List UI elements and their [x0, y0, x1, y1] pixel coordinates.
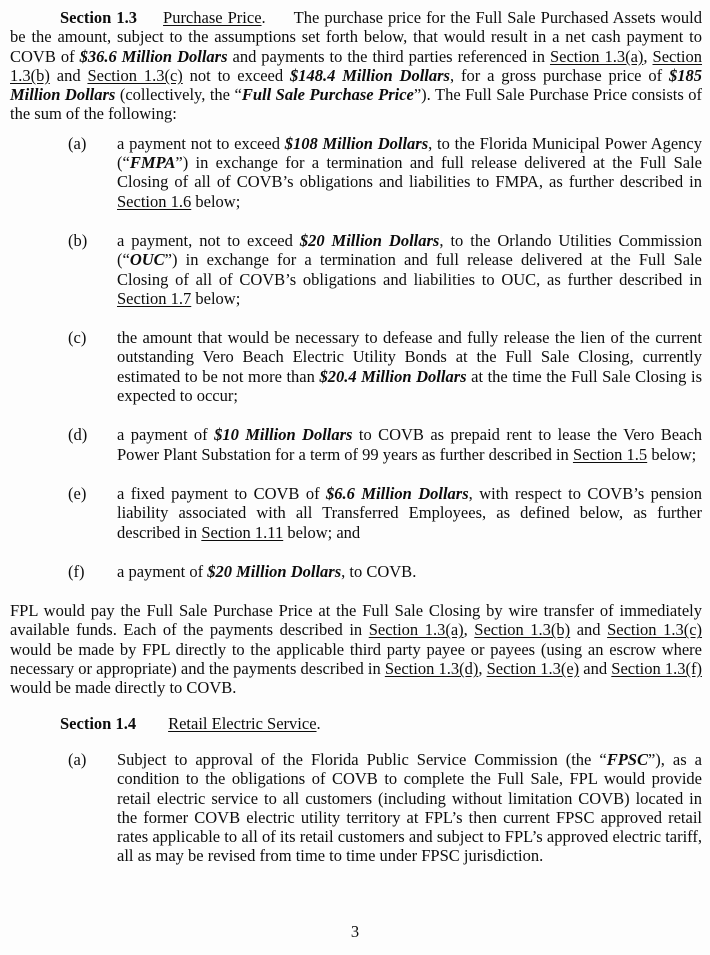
list-item-label: (f): [68, 561, 85, 581]
text-run: ”) in exchange for a termination and full release delivered at the Full Sale Closing of all of COVB’s obligations and liabilities to OUC, as further described in: [117, 250, 702, 289]
text-run: and: [49, 65, 88, 85]
text-run: FPL would pay the Full Sale Purchase Price at the Full Sale Closing by wire transfer of immediately available funds. Each of the payments described in: [10, 601, 702, 640]
text-run: Subject to approval of the Florida Public Service Commission (the “: [117, 749, 607, 769]
list-item-text: [117, 231, 702, 308]
section-1-4-heading: [10, 714, 702, 733]
dollar-amount: $36.6 Million Dollars: [79, 46, 228, 66]
text-run: would be made by FPL directly to the applicable third party payee or payees (using an escrow where necessary or appropriate) and the payments described in: [10, 639, 702, 679]
text-run: would be made directly to COVB.: [10, 678, 237, 698]
list-item-label: (a): [68, 133, 87, 153]
dollar-amount: $6.6 Million Dollars: [326, 483, 469, 503]
section-reference: Section 1.3(f): [611, 659, 702, 679]
list-item-1-3-a: [68, 133, 702, 211]
text-run: below;: [191, 288, 241, 308]
text-run: , to the Florida Municipal Power Agency (“: [117, 133, 702, 173]
defined-term: FPSC: [606, 749, 648, 769]
list-item-label: (b): [68, 230, 88, 250]
text-run: a payment of: [117, 561, 208, 581]
text-run: at the time the Full Sale Closing is expected to occur;: [117, 366, 702, 406]
list-item-label: (d): [68, 425, 88, 445]
list-item-label: (e): [68, 483, 87, 503]
list-item-text: [117, 134, 702, 211]
list-item-1-3-f: [68, 561, 702, 581]
text-run: a payment of: [117, 425, 215, 445]
list-item-1-3-d: [68, 425, 702, 464]
text-run: , to COVB.: [341, 561, 417, 581]
page-number: 3: [350, 921, 360, 941]
dollar-amount: $185 Million Dollars: [10, 65, 702, 105]
section-reference: Section 1.3(a): [549, 46, 644, 66]
text-run: below;: [191, 191, 241, 211]
list-item-1-4-a: [68, 749, 702, 866]
text-run: the amount that would be necessary to defease and fully release the lien of the current outstanding Vero Beach Electric Utility Bonds at the Full Sale Closing, currently estimated to be not more than: [117, 328, 702, 386]
dollar-amount: $10 Million Dollars: [214, 425, 353, 445]
document-body: [10, 8, 702, 886]
list-item-text: [117, 750, 702, 866]
section-reference: Section 1.6: [117, 191, 192, 211]
text-run: , to the Orlando Utilities Commission (“: [117, 230, 702, 270]
section-1-3-closing-paragraph: [10, 601, 702, 697]
section-reference: Section 1.3(a): [368, 620, 464, 640]
text-run: ,: [643, 46, 653, 66]
section-1-3-paragraph: [10, 8, 702, 124]
text-run: (collectively, the “: [115, 85, 242, 105]
section-reference: Section 1.3(b): [474, 620, 571, 640]
list-item-text: [117, 562, 702, 581]
text-run: and payments to the third parties referenced in: [227, 46, 550, 66]
section-number: Section 1.3: [60, 8, 138, 27]
dollar-amount: $20 Million Dollars: [207, 561, 342, 581]
text-run: to COVB as prepaid rent to lease the Vero Beach Power Plant Substation for a term of 99 years as further described in: [117, 425, 702, 464]
section-title: Retail Electric Service: [168, 713, 317, 733]
dollar-amount: $20.4 Million Dollars: [319, 366, 467, 386]
list-item-text: [117, 425, 702, 464]
defined-term: Full Sale Purchase Price: [241, 85, 414, 105]
section-reference: Section 1.3(c): [607, 620, 703, 640]
section-reference: Section 1.5: [572, 444, 648, 464]
text-run: a fixed payment to COVB of: [117, 483, 327, 503]
dollar-amount: $148.4 Million Dollars: [289, 65, 450, 85]
text-run: a payment, not to exceed: [117, 230, 300, 250]
text-run: ,: [478, 659, 487, 679]
list-item-text: [117, 328, 702, 405]
text-run: The purchase price for the Full Sale Purchased Assets would be the amount, subject to the assumptions set forth below, that would result in a net cash payment to COVB of: [10, 8, 702, 66]
text-run: below;: [647, 444, 697, 464]
text-run: .: [316, 713, 321, 733]
defined-term: OUC: [129, 250, 165, 270]
section-reference: Section 1.3(b): [10, 46, 703, 85]
text-run: a payment not to exceed: [117, 133, 285, 153]
section-number: Section 1.4: [60, 713, 137, 733]
list-item-label: (a): [68, 749, 87, 769]
text-run: , with respect to COVB’s pension liability associated with all Transferred Employees, as defined below, as further described in: [117, 483, 702, 542]
text-run: ,: [463, 620, 475, 640]
defined-term: FMPA: [129, 153, 176, 173]
dollar-amount: $20 Million Dollars: [299, 230, 440, 250]
section-reference: Section 1.3(d): [384, 659, 479, 679]
text-run: , for a gross purchase price of: [449, 65, 669, 85]
section-reference: Section 1.7: [117, 288, 192, 308]
section-reference: Section 1.3(e): [486, 659, 580, 679]
list-item-1-3-c: [68, 328, 702, 406]
text-run: and: [579, 659, 612, 679]
list-item-1-3-e: [68, 483, 702, 542]
list-item-text: [117, 484, 702, 542]
section-reference: Section 1.3(c): [87, 65, 183, 85]
text-run: ”), as a condition to the obligations of COVB to complete the Full Sale, FPL would provide retail electric service to all customers (including without limitation COVB) located in the former COVB electric utility territory at FPL’s then current FPSC approved retail rates applicable to all of its retail customers and subject to FPL’s approved electric tariff, all as may be revised from time to time under FPSC jurisdiction.: [117, 749, 702, 866]
text-run: ”). The Full Sale Purchase Price consists of the sum of the following:: [10, 85, 703, 124]
section-title: Purchase Price: [163, 8, 262, 27]
text-run: below; and: [283, 522, 361, 542]
text-run: and: [570, 620, 608, 640]
text-run: .: [261, 8, 266, 27]
section-reference: Section 1.11: [201, 522, 284, 542]
list-item-1-3-b: [68, 230, 702, 308]
text-run: ”) in exchange for a termination and full release delivered at the Full Sale Closing of all of COVB’s obligations and liabilities to FMPA, as further described in: [117, 153, 702, 192]
list-item-label: (c): [68, 328, 87, 348]
text-run: not to exceed: [182, 65, 290, 85]
dollar-amount: $108 Million Dollars: [284, 133, 429, 153]
